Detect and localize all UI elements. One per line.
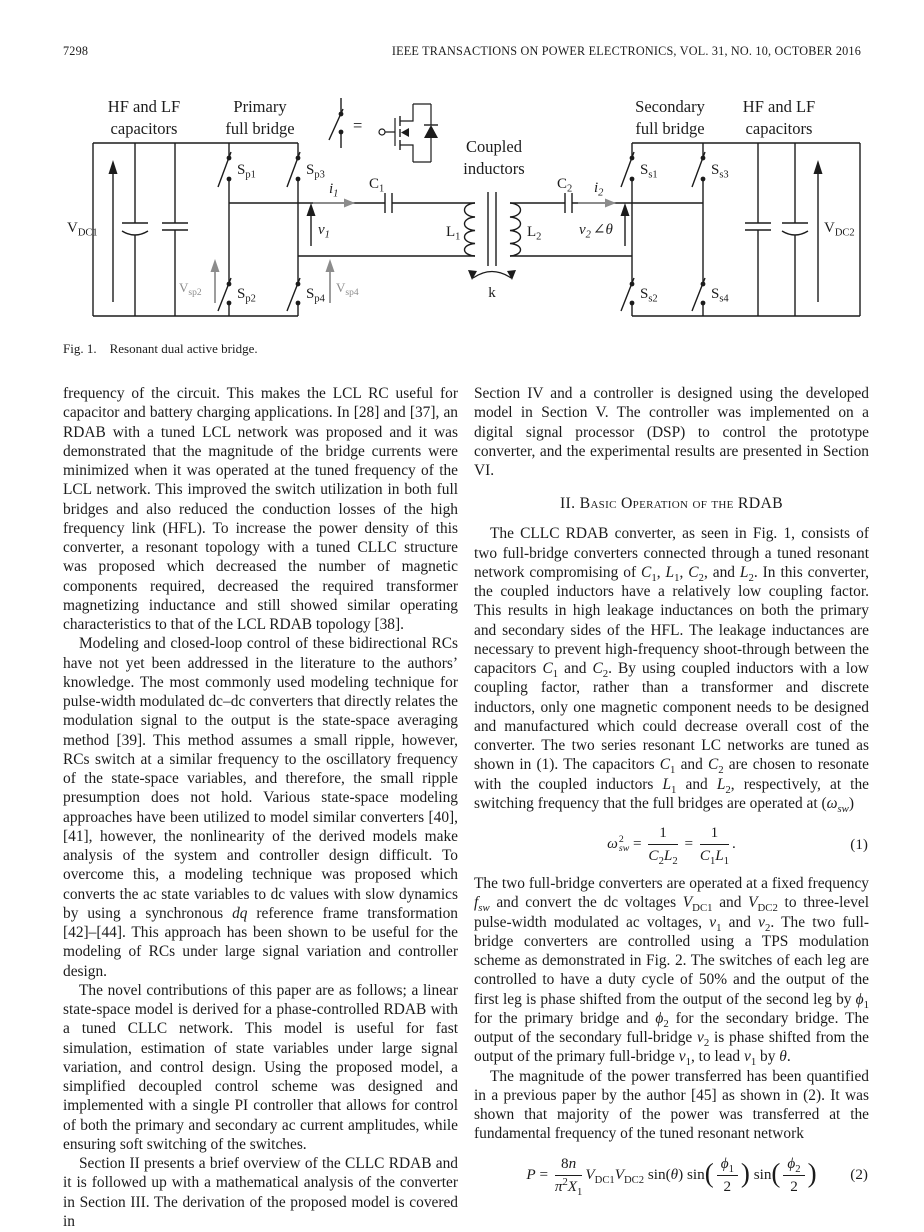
paragraph: Section IV and a controller is designed using the developed model in Section V. The controller was implemented on a digital signal processor (DSP) to control the prototype converter, and the experimental results are presented in Section VI. [474, 385, 869, 479]
primary-leg-2 [287, 143, 300, 316]
label-coupled-2: inductors [463, 159, 525, 178]
vdc1-label: $V_{DC1}$ [67, 220, 98, 239]
label-primary-2: full bridge [225, 119, 295, 138]
c2-capacitor [565, 193, 572, 213]
equation-2 [474, 1155, 869, 1196]
page-header [63, 44, 861, 59]
dc-capacitor-secondary [745, 143, 808, 316]
sp4-label: $S_{p4}$ [306, 286, 325, 305]
primary-leg-1 [218, 143, 231, 316]
label-hf-lf-right-2: capacitors [745, 119, 813, 138]
secondary-leg-2 [692, 143, 705, 316]
legend-switch-icon [329, 98, 343, 148]
i2-label: $i_2$ [594, 180, 604, 199]
figure-caption-text: Resonant dual active bridge. [109, 341, 258, 356]
v1-label: $v_1$ [318, 222, 330, 241]
vsp2-label: $V_{sp2}$ [179, 280, 202, 298]
sp1-label: $S_{p1}$ [237, 162, 256, 181]
paragraph: Section II presents a brief overview of the CLLC RDAB and it is followed up with a mathematical analysis of the converter in Section III. The derivation of the proposed model is covered in [63, 1155, 458, 1230]
ss1-label: $S_{s1}$ [640, 162, 658, 181]
paragraph: The CLLC RDAB converter, as seen in Fig. 1, consists of two full-bridge converters connected through a tuned resonant network compromising of $C_1$, $L_1$, $C_2$, and $L_2$. In this converter, the coupled inductors have a relatively low coupling factor. This results in high leakage inductances on both the primary and secondary sides of the HFL. The leakage inductances are necessary to prevent high-frequency shoot-through between the capacitors $C_1$ and $C_2$. By using coupled inductors with a low coupling factor, rather than a transformer and discrete inductors, only one magnetic component needs to be designed and manufactured which could decrease overall cost of the converter. The two series resonant LC networks are tuned as shown in (1). The capacitors $C_1$ and $C_2$ are chosen to resonate with the coupled inductors $L_1$ and $L_2$, respectively, at the switching frequency that the full bridges are operated at $(\omega_{sw})$ [474, 525, 870, 815]
l1-label: $L_1$ [446, 224, 461, 243]
label-secondary-1: Secondary [635, 97, 705, 116]
vsp4-label: $V_{sp4}$ [336, 280, 359, 298]
paragraph: The magnitude of the power transferred has been quantified in a previous paper by the author [45] as shown in (2). It was shown that majority of the power was transferred at the fundamental frequency of the tuned resonant network [474, 1067, 869, 1143]
v2-label: $v_2$ ∠θ [579, 222, 613, 241]
ss3-label: $S_{s3}$ [711, 162, 729, 181]
c1-label: $C_1$ [369, 176, 385, 195]
paragraph: The novel contributions of this paper are as follows; a linear state-space model is derived for a phase-controlled RDAB with a tuned CLLC network. This model is useful for fast simulation, estimation of state variables under large signal variation, and control design. Using the proposed model, a simplified decoupled control scheme was designed and implemented with a single PI controller that allows for control of both the primary and secondary ac current amplitudes, while ensuring soft switching of the switches. [63, 981, 458, 1153]
figure-1 [63, 86, 863, 333]
body-columns [63, 384, 869, 1231]
journal-title: IEEE TRANSACTIONS ON POWER ELECTRONICS, VOL. 31, NO. 10, OCTOBER 2016 [391, 44, 861, 58]
label-hf-lf-right-1: HF and LF [742, 97, 816, 116]
label-coupled-1: Coupled [466, 137, 522, 156]
core-bars [488, 192, 496, 266]
figure-caption [63, 341, 258, 357]
left-column [63, 384, 458, 1231]
right-column [474, 384, 869, 1231]
sp2-label: $S_{p2}$ [237, 286, 256, 305]
c2-label: $C_2$ [557, 176, 573, 195]
label-hf-lf-left-2: capacitors [110, 119, 178, 138]
equation-1-body: ω 2 sw = $\frac{1}{C_2L_2}$ = $\frac{1}{C_1L_1}$ . [607, 824, 736, 868]
l2-coil [510, 203, 521, 256]
secondary-leg-1 [621, 143, 634, 316]
paragraph: Modeling and closed-loop control of these bidirectional RCs have not yet been addressed in the literature to the authors’ knowledge. The most commonly used modeling technique for pulse-width modulated dc–dc converters that directly relates the modulation signal to the output is the state-space averaging method [39]. This method assumes a small ripple, however, RCs switch at a similar frequency to the oscillatory frequency of the state-space variables, and therefore, the small ripple presumption does not hold. Various state-space modeling approaches have been utilized to model similar converters [40], [41], however, the nonlinearity of the derived models make analysis of the system and controller design difficult. To overcome this, a modeling technique was proposed which converts the ac state variables to dc values with slow dynamics by using a synchronous dq reference frame transformation [42]–[44]. This approach has been shown to be useful for the modeling of RCs under large signal variation and controller design. [63, 635, 458, 980]
circuit-diagram [63, 86, 863, 333]
label-primary-1: Primary [233, 97, 287, 116]
ss2-label: $S_{s2}$ [640, 286, 658, 305]
label-hf-lf-left-1: HF and LF [107, 97, 181, 116]
mosfet-icon [379, 104, 438, 162]
l1-coil [465, 203, 476, 256]
label-secondary-2: full bridge [635, 119, 705, 138]
i1-label: $i_1$ [329, 181, 339, 200]
legend-equals: = [353, 116, 363, 135]
equation-1-number: (1) [850, 835, 868, 853]
paragraph: The two full-bridge converters are operated at a fixed frequency $f_{sw}$ and convert the dc voltages $V_{DC1}$ and $V_{DC2}$ to three-level pulse-width modulated ac voltages, $v_1$ and $v_2$. The two full-bridge converters are controlled using a TPS modulation scheme as demonstrated in Fig. 2. The switches of each leg are controlled to have a duty cycle of 50% and the output of the first leg is phase shifted from the output of the second leg by $\phi_1$ for the primary bridge and $\phi_2$ for the secondary bridge. The output of the secondary full-bridge $v_2$ is phase shifted from the output of the primary full-bridge $v_1$, to lead $v_1$ by θ. [474, 875, 870, 1069]
equation-2-number: (2) [850, 1166, 868, 1183]
coupling-arc [473, 272, 511, 279]
vdc2-label: $V_{DC2}$ [824, 220, 855, 239]
page-number: 7298 [63, 44, 89, 58]
paragraph: frequency of the circuit. This makes the LCL RC useful for capacitor and battery charging applications. In [28] and [37], an RDAB with a tuned LCL network was proposed and it was demonstrated that the magnitude of the bridge currents were minimized when it was operated at the tuned frequency of the LCL network. This improved the switch utilization in both full bridges and also reduced the conduction losses of the high frequency link (HFL). To increase the power density of this converter, a resonant topology with a tuned CLLC structure was proposed which decreased the number of magnetic components required, decreased the required transformer magnetizing inductance and still showed similar operating characteristics to that of the LCL RDAB topology [38]. [63, 385, 458, 633]
k-label: k [488, 285, 496, 301]
sp3-label: $S_{p3}$ [306, 162, 325, 181]
section-heading: II. Basic Operation of the RDAB [559, 495, 784, 513]
c1-capacitor [385, 193, 392, 213]
equation-1 [474, 824, 869, 868]
figure-caption-label: Fig. 1. [63, 341, 97, 356]
l2-label: $L_2$ [527, 224, 542, 243]
equation-2-body: P = $\frac{8n}{\pi^2X_1}$ $V_{DC1}V_{DC2}$ sin(θ) sin( $\frac{\phi_1}{2}$ ) sin( $\frac{\phi_2}{2}$ ) [526, 1154, 817, 1198]
ss4-label: $S_{s4}$ [711, 286, 729, 305]
